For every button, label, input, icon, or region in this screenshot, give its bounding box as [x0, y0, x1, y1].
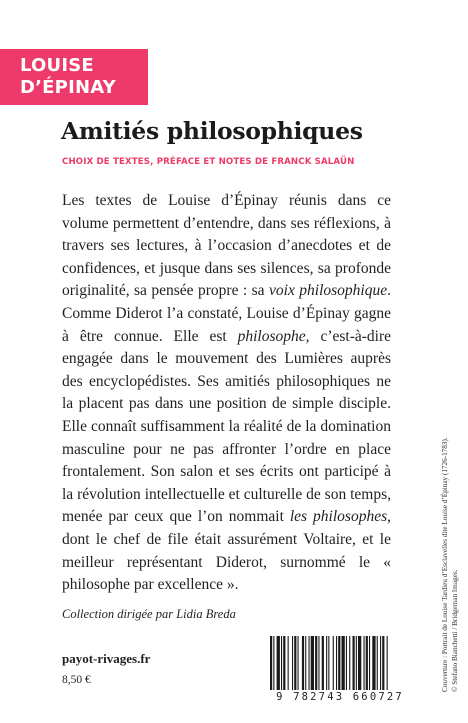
barcode-number: 9 782743 660727	[276, 691, 404, 703]
barcode-bar	[326, 636, 327, 690]
barcode-bar	[315, 636, 317, 690]
barcode-bar	[369, 636, 370, 690]
barcode-bar	[336, 636, 337, 690]
barcode-bar	[353, 636, 355, 690]
barcode-bar	[382, 636, 384, 690]
barcode-bar	[333, 636, 334, 690]
barcode-bars	[262, 636, 418, 692]
barcode-bar	[387, 636, 388, 690]
barcode	[262, 636, 418, 697]
barcode-bar	[294, 636, 296, 690]
barcode-bar	[338, 636, 340, 690]
barcode-bar	[349, 636, 350, 690]
barcode-bar	[322, 636, 324, 690]
back-cover-text	[62, 190, 391, 597]
barcode-bar	[377, 636, 378, 690]
body-part-1: Les textes de Louise d’Épinay réunis dans ce volume permettent d’entendre, dans ses réflexions, à travers ses lectures, à l’occasion d’anecdotes et de confidences, et jusque dans ses silences, sa profonde originalité, sa pensée propre : sa	[62, 192, 391, 300]
barcode-bar	[302, 636, 304, 690]
body-part-3: , c’est-à-dire engagée dans le mouvement des Lumières auprès des encyclopédistes. Ses amitiés philosophiques ne la placent pas dans une position de simple disciple. Elle connaît suffisamment la réalité de la domination masculine pour ne pas affronter l’ordre en place frontalement. Son salon et ses écrits ont participé à la révolution intellectuelle et culturelle de son temps, menée par ceux que l’on nommait	[62, 327, 392, 526]
barcode-bar	[346, 636, 347, 690]
body-emphasis-3: les philosophes	[289, 508, 388, 526]
author-name-line1: LOUISE	[20, 55, 94, 76]
barcode-bar	[270, 636, 272, 690]
barcode-bar	[309, 636, 310, 690]
body-part-2: . Comme Diderot l’a constaté, Louise d’Épinay gagne à être connue. Elle est	[62, 282, 391, 345]
cover-credit-line1: Couverture : Portrait de Louise Tardieu d’Esclavelles dite Louise d’Épinay (1726-1783).	[441, 437, 449, 692]
author-name-line2: D’ÉPINAY	[20, 77, 116, 98]
barcode-bar	[358, 636, 361, 690]
barcode-bar	[372, 636, 375, 690]
publisher-website: payot-rivages.fr	[62, 651, 151, 666]
price: 8,50 €	[62, 674, 91, 686]
barcode-bar	[298, 636, 299, 690]
cover-credit	[440, 392, 460, 692]
barcode-bar	[356, 636, 357, 690]
barcode-bar	[305, 636, 306, 690]
barcode-bar	[273, 636, 274, 690]
collection-credit: Collection dirigée par Lidia Breda	[62, 607, 236, 621]
book-subtitle: CHOIX DE TEXTES, PRÉFACE ET NOTES DE FRANCK SALAÜN	[62, 157, 355, 167]
barcode-bar	[364, 636, 365, 690]
barcode-bar	[277, 636, 280, 690]
cover-credit-line2: © Stefano Bianchetti / Bridgeman Images.	[451, 569, 459, 692]
body-part-4: , dont le chef de file était assurément Voltaire, et le meilleur représentant Diderot, surnommé le « philosophe par excellence ».	[62, 508, 391, 594]
book-title: Amitiés philosophiques	[61, 117, 363, 145]
barcode-bar	[328, 636, 329, 690]
body-emphasis-2: philosophe	[237, 327, 306, 345]
barcode-bar	[292, 636, 293, 690]
barcode-bar	[318, 636, 319, 690]
barcode-bar	[311, 636, 314, 690]
author-band	[0, 49, 148, 105]
barcode-bar	[366, 636, 368, 690]
barcode-bar	[288, 636, 289, 690]
barcode-bar	[380, 636, 381, 690]
body-emphasis-1: voix philosophique	[269, 282, 388, 300]
back-cover-paragraph	[62, 190, 391, 597]
barcode-bar	[342, 636, 345, 690]
barcode-bar	[283, 636, 285, 690]
barcode-bar	[281, 636, 282, 690]
